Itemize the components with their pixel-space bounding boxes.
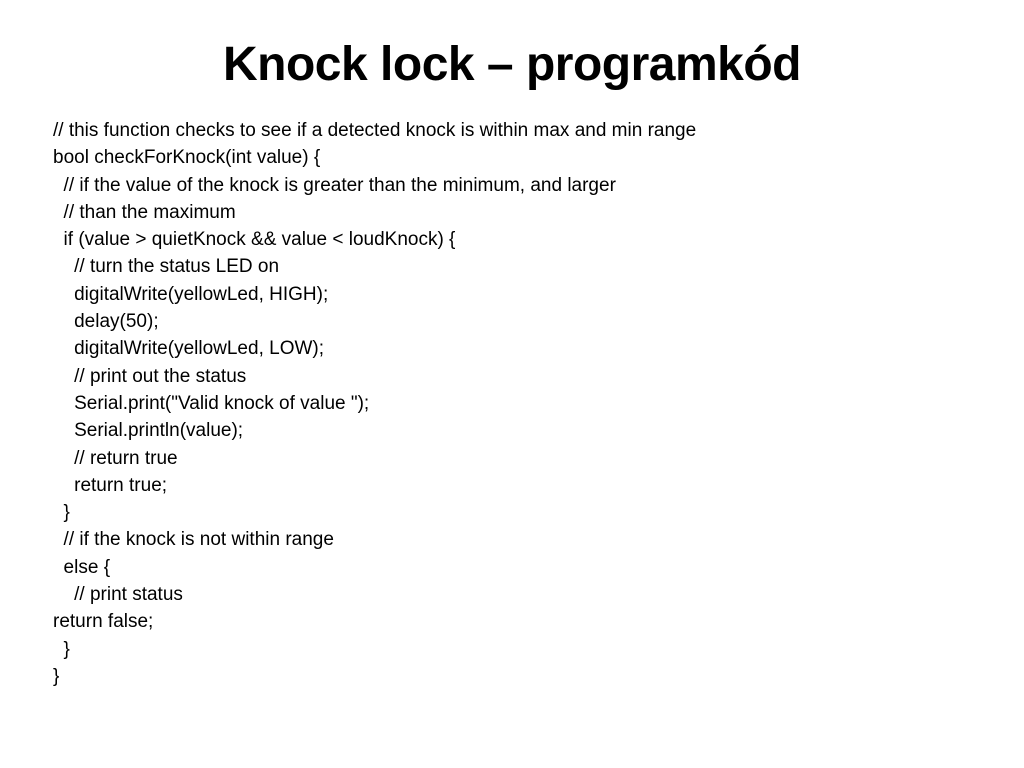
code-line: // return true: [53, 447, 178, 469]
code-line: delay(50);: [53, 311, 159, 333]
code-line: // than the maximum: [53, 201, 236, 223]
code-line: }: [53, 665, 60, 687]
code-line: digitalWrite(yellowLed, LOW);: [53, 338, 325, 360]
code-line: return false;: [53, 611, 154, 633]
code-line: return true;: [53, 474, 168, 496]
code-line: // this function checks to see if a detected knock is within max and min range: [53, 120, 697, 141]
code-line: // print status: [53, 584, 183, 606]
code-line: Serial.print("Valid knock of value ");: [53, 392, 370, 414]
code-line: else {: [53, 556, 111, 578]
code-line: // if the value of the knock is greater than the minimum, and larger: [53, 174, 616, 196]
code-line: bool checkForKnock(int value) {: [53, 147, 321, 169]
code-line: digitalWrite(yellowLed, HIGH);: [53, 283, 329, 305]
code-line: }: [53, 502, 70, 524]
code-line: // print out the status: [53, 365, 247, 387]
code-line: }: [53, 638, 70, 660]
code-line: Serial.println(value);: [53, 420, 244, 442]
slide-title: Knock lock – programkód: [223, 38, 801, 91]
code-line: // turn the status LED on: [53, 256, 280, 278]
code-block: [53, 117, 993, 690]
code-line: if (value > quietKnock && value < loudKnock) {: [53, 229, 456, 251]
code-line: // if the knock is not within range: [53, 529, 334, 551]
